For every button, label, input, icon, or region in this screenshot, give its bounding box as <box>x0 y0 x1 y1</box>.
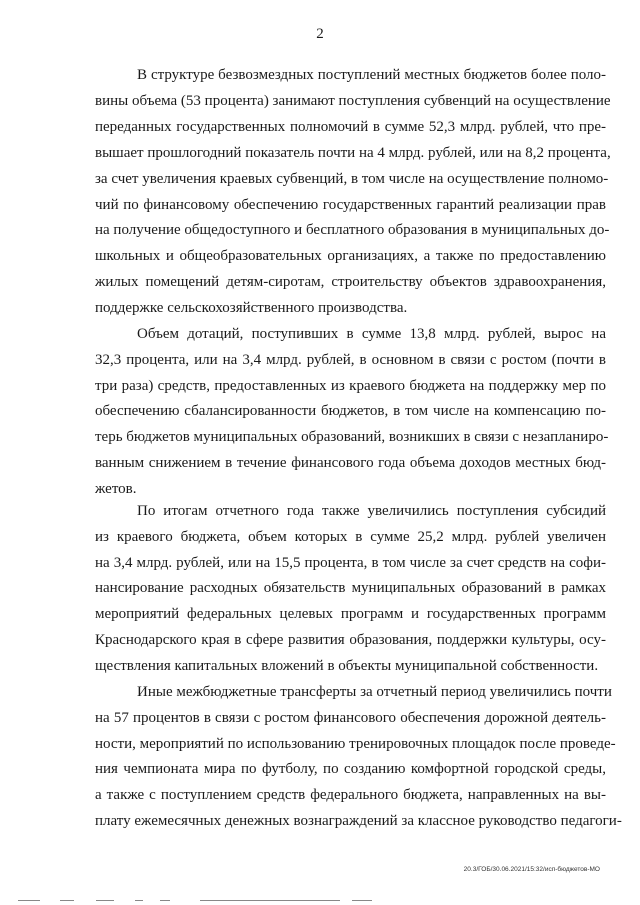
text-line: ванным снижением в течение финансового года объема доходов местных бюд- <box>95 455 606 471</box>
scan-mark <box>352 900 372 901</box>
text-line: жилых помещений детям-сиротам, строительству объектов здравоохранения, <box>95 274 606 290</box>
scan-mark <box>200 900 340 901</box>
scan-mark <box>18 900 40 901</box>
scan-mark <box>160 900 170 901</box>
scan-mark <box>60 900 74 901</box>
text-line: ществления капитальных вложений в объекты муниципальной собственности. <box>95 658 599 674</box>
text-line: на получение общедоступного и бесплатного образования в муниципальных до- <box>95 222 610 238</box>
text-line: а также с поступлением средств федерального бюджета, направленных на вы- <box>95 787 606 803</box>
text-line: 32,3 процента, или на 3,4 млрд. рублей, в основном в связи с ростом (почти в <box>95 352 606 368</box>
text-line: Иные межбюджетные трансферты за отчетный период увеличились почти <box>137 684 612 700</box>
text-line: чий по финансовому обеспечению государственных гарантий реализации прав <box>95 197 606 213</box>
text-line: мероприятий федеральных целевых программ и государственных программ <box>95 606 606 622</box>
text-line: нансирование расходных обязательств муниципальных образований в рамках <box>95 580 606 596</box>
text-line: за счет увеличения краевых субвенций, в том числе на осуществление полномо- <box>95 171 609 187</box>
text-line: жетов. <box>95 481 137 497</box>
text-line: обеспечению сбалансированности бюджетов, в том числе на компенсацию по- <box>95 403 606 419</box>
text-line: переданных государственных полномочий в сумме 52,3 млрд. рублей, что пре- <box>95 119 606 135</box>
scan-edge-marks <box>0 896 640 905</box>
text-line: три раза) средств, предоставленных из краевого бюджета на поддержку мер по <box>95 378 606 394</box>
footer-document-code: 20.3/ГОБ/30.06.2021/15:32/исп-бюджетов-МО <box>463 866 600 873</box>
text-line: вышает прошлогодний показатель почти на 4 млрд. рублей, или на 8,2 процента, <box>95 145 611 161</box>
text-line: Краснодарского края в сфере развития образования, поддержки культуры, осу- <box>95 632 606 648</box>
text-line: вины объема (53 процента) занимают поступления субвенций на осуществление <box>95 93 611 109</box>
text-line: ния чемпионата мира по футболу, по созданию комфортной городской среды, <box>95 761 606 777</box>
text-line: ности, мероприятий по использованию тренировочных площадок после проведе- <box>95 736 616 752</box>
scan-mark <box>96 900 114 901</box>
text-line: поддержке сельскохозяйственного производства. <box>95 300 408 316</box>
scan-mark <box>135 900 143 901</box>
text-line: В структуре безвозмездных поступлений местных бюджетов более поло- <box>137 67 606 83</box>
text-line: По итогам отчетного года также увеличились поступления субсидий <box>137 503 606 519</box>
text-line: из краевого бюджета, объем которых в сумме 25,2 млрд. рублей увеличен <box>95 529 606 545</box>
text-line: на 3,4 млрд. рублей, или на 15,5 процента, в том числе за счет средств на софи- <box>95 555 606 571</box>
text-line: Объем дотаций, поступивших в сумме 13,8 млрд. рублей, вырос на <box>137 326 606 342</box>
text-line: на 57 процентов в связи с ростом финансового обеспечения дорожной деятель- <box>95 710 606 726</box>
page-number: 2 <box>316 26 324 42</box>
text-line: плату ежемесячных денежных вознаграждений за классное руководство педагоги- <box>95 813 622 829</box>
text-line: школьных и общеобразовательных организациях, а также по предоставлению <box>95 248 606 264</box>
text-line: терь бюджетов муниципальных образований, возникших в связи с незапланиро- <box>95 429 609 445</box>
